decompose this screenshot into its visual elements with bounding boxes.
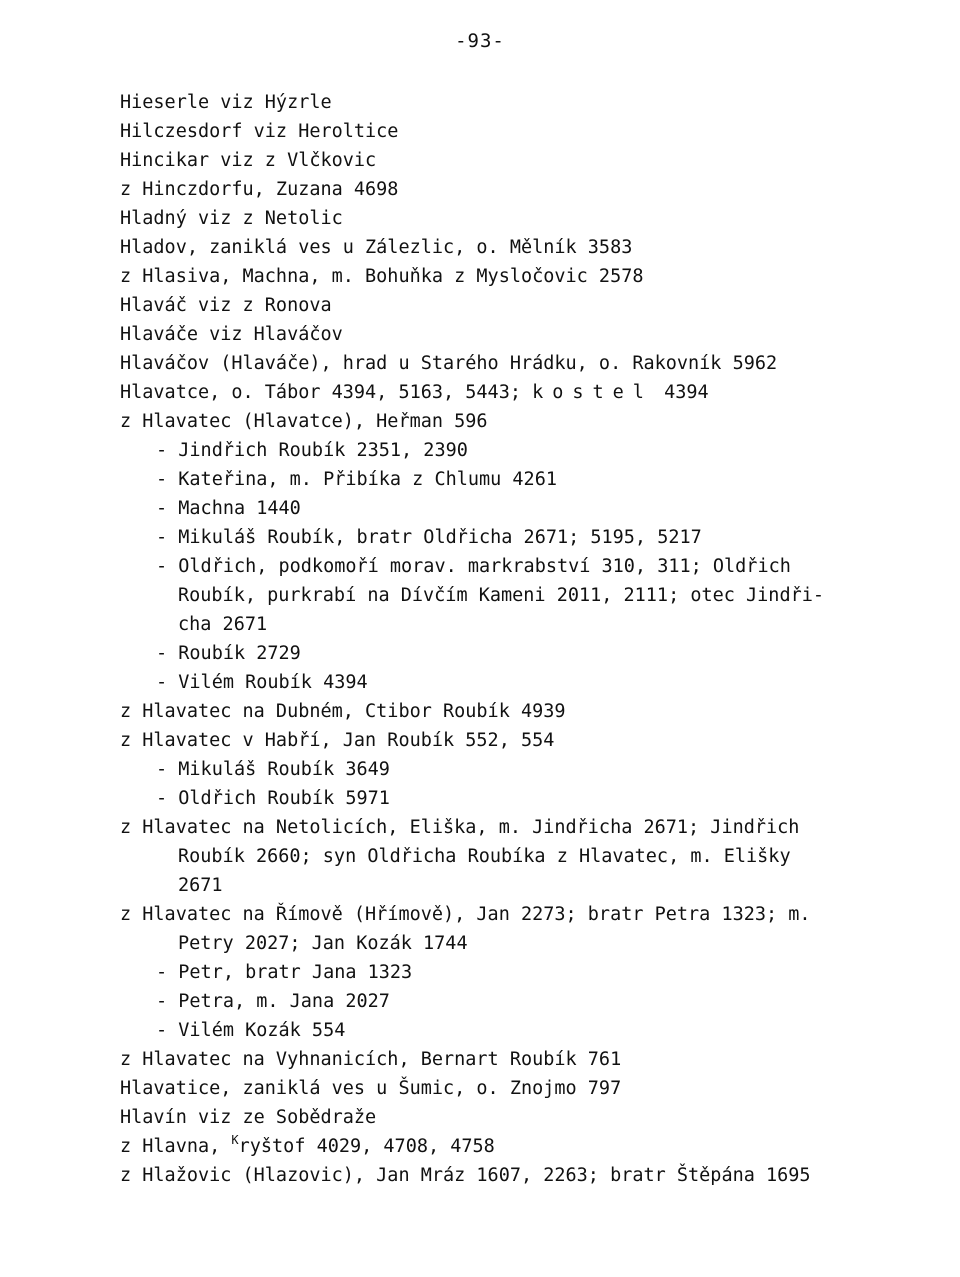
index-subentry [120, 755, 880, 784]
entry-line: Hieserle viz Hýzrle [120, 92, 332, 113]
index-entry [120, 349, 880, 378]
spaced-term: kostel [532, 382, 653, 403]
entry-line: z Hlavatec na Vyhnanicích, Bernart Roubík 761 [120, 1049, 622, 1070]
index-entry [120, 175, 880, 204]
entry-line: - Mikuláš Roubík 3649 [156, 759, 390, 780]
entry-line: Hilczesdorf viz Heroltice [120, 121, 399, 142]
page-number: -93- [455, 30, 505, 52]
entry-line: z Hlavatec na Netolicích, Eliška, m. Jindřicha 2671; Jindřich [120, 817, 800, 838]
index-entry [120, 407, 880, 436]
index-entry [120, 726, 880, 755]
index-entry [120, 1045, 880, 1074]
entry-line: - Petra, m. Jana 2027 [156, 991, 390, 1012]
entry-continuation-line: Petry 2027; Jan Kozák 1744 [178, 933, 468, 954]
entry-continuation-line: 2671 [178, 875, 223, 896]
entry-line: Hincikar viz z Vlčkovic [120, 150, 377, 171]
entry-line: - Petr, bratr Jana 1323 [156, 962, 413, 983]
entry-line: Hlavatice, zaniklá ves u Šumic, o. Znojmo 797 [120, 1078, 622, 1099]
index-entry [120, 320, 880, 349]
index-entry [120, 204, 880, 233]
index-entries [120, 88, 880, 1190]
entry-line: z Hlavatec (Hlavatce), Heřman 596 [120, 411, 488, 432]
index-subentry [120, 958, 880, 987]
entry-line: Hladný viz z Netolic [120, 208, 343, 229]
index-entry [120, 117, 880, 146]
entry-line: Hlavín viz ze Sobědraže [120, 1107, 377, 1128]
entry-line: z Hlažovic (Hlazovic), Jan Mráz 1607, 2263; bratr Štěpána 1695 [120, 1165, 811, 1186]
index-subentry [120, 784, 880, 813]
entry-line: z Hlavatec v Habří, Jan Roubík 552, 554 [120, 730, 555, 751]
entry-line: z Hlavna, [120, 1136, 232, 1157]
index-subentry [120, 494, 880, 523]
entry-line: - Vilém Kozák 554 [156, 1020, 346, 1041]
index-entry [120, 146, 880, 175]
entry-line: Hlavatce, o. Tábor 4394, 5163, 5443; [120, 382, 521, 403]
index-subentry [120, 1016, 880, 1045]
index-entry [120, 233, 880, 262]
index-subentry [120, 639, 880, 668]
entry-tail: 4394 [652, 382, 709, 403]
entry-line: - Mikuláš Roubík, bratr Oldřicha 2671; 5195, 5217 [156, 527, 702, 548]
index-subentry [120, 552, 880, 639]
index-subentry [120, 523, 880, 552]
index-subentry [120, 668, 880, 697]
entry-line: Hlaváče viz Hlaváčov [120, 324, 343, 345]
index-entry [120, 1161, 880, 1190]
entry-line: z Hlasiva, Machna, m. Bohuňka z Mysločovic 2578 [120, 266, 644, 287]
index-entry [120, 262, 880, 291]
entry-line: Hlaváčov (Hlaváče), hrad u Starého Hrádku, o. Rakovník 5962 [120, 353, 778, 374]
entry-line: - Roubík 2729 [156, 643, 301, 664]
entry-line: - Kateřina, m. Přibíka z Chlumu 4261 [156, 469, 557, 490]
index-entry [120, 88, 880, 117]
entry-continuation-line: Roubík 2660; syn Oldřicha Roubíka z Hlavatec, m. Elišky [178, 846, 791, 867]
entry-line: Hladov, zaniklá ves u Zálezlic, o. Mělník 3583 [120, 237, 633, 258]
entry-tail: ryštof 4029, 4708, 4758 [238, 1136, 495, 1157]
entry-line: - Machna 1440 [156, 498, 301, 519]
index-entry [120, 1132, 880, 1161]
index-entry [120, 1074, 880, 1103]
entry-continuation-line: Roubík, purkrabí na Dívčím Kameni 2011, 2111; otec Jindři- [178, 585, 825, 606]
superscript-letter: K [231, 1133, 239, 1147]
entry-line: z Hinczdorfu, Zuzana 4698 [120, 179, 399, 200]
entry-line: Hlaváč viz z Ronova [120, 295, 332, 316]
index-entry [120, 291, 880, 320]
index-subentry [120, 987, 880, 1016]
entry-line: z Hlavatec na Římově (Hřímově), Jan 2273; bratr Petra 1323; m. [120, 904, 811, 925]
index-entry [120, 697, 880, 726]
entry-line: z Hlavatec na Dubném, Ctibor Roubík 4939 [120, 701, 566, 722]
index-entry [120, 1103, 880, 1132]
index-subentry [120, 436, 880, 465]
index-subentry [120, 465, 880, 494]
index-entry [120, 378, 880, 407]
entry-continuation-line: cha 2671 [178, 614, 268, 635]
entry-line: - Vilém Roubík 4394 [156, 672, 368, 693]
index-entry [120, 900, 880, 958]
entry-line: - Jindřich Roubík 2351, 2390 [156, 440, 468, 461]
index-entry [120, 813, 880, 900]
entry-line: - Oldřich, podkomoří morav. markrabství 310, 311; Oldřich [156, 556, 791, 577]
entry-line: - Oldřich Roubík 5971 [156, 788, 390, 809]
